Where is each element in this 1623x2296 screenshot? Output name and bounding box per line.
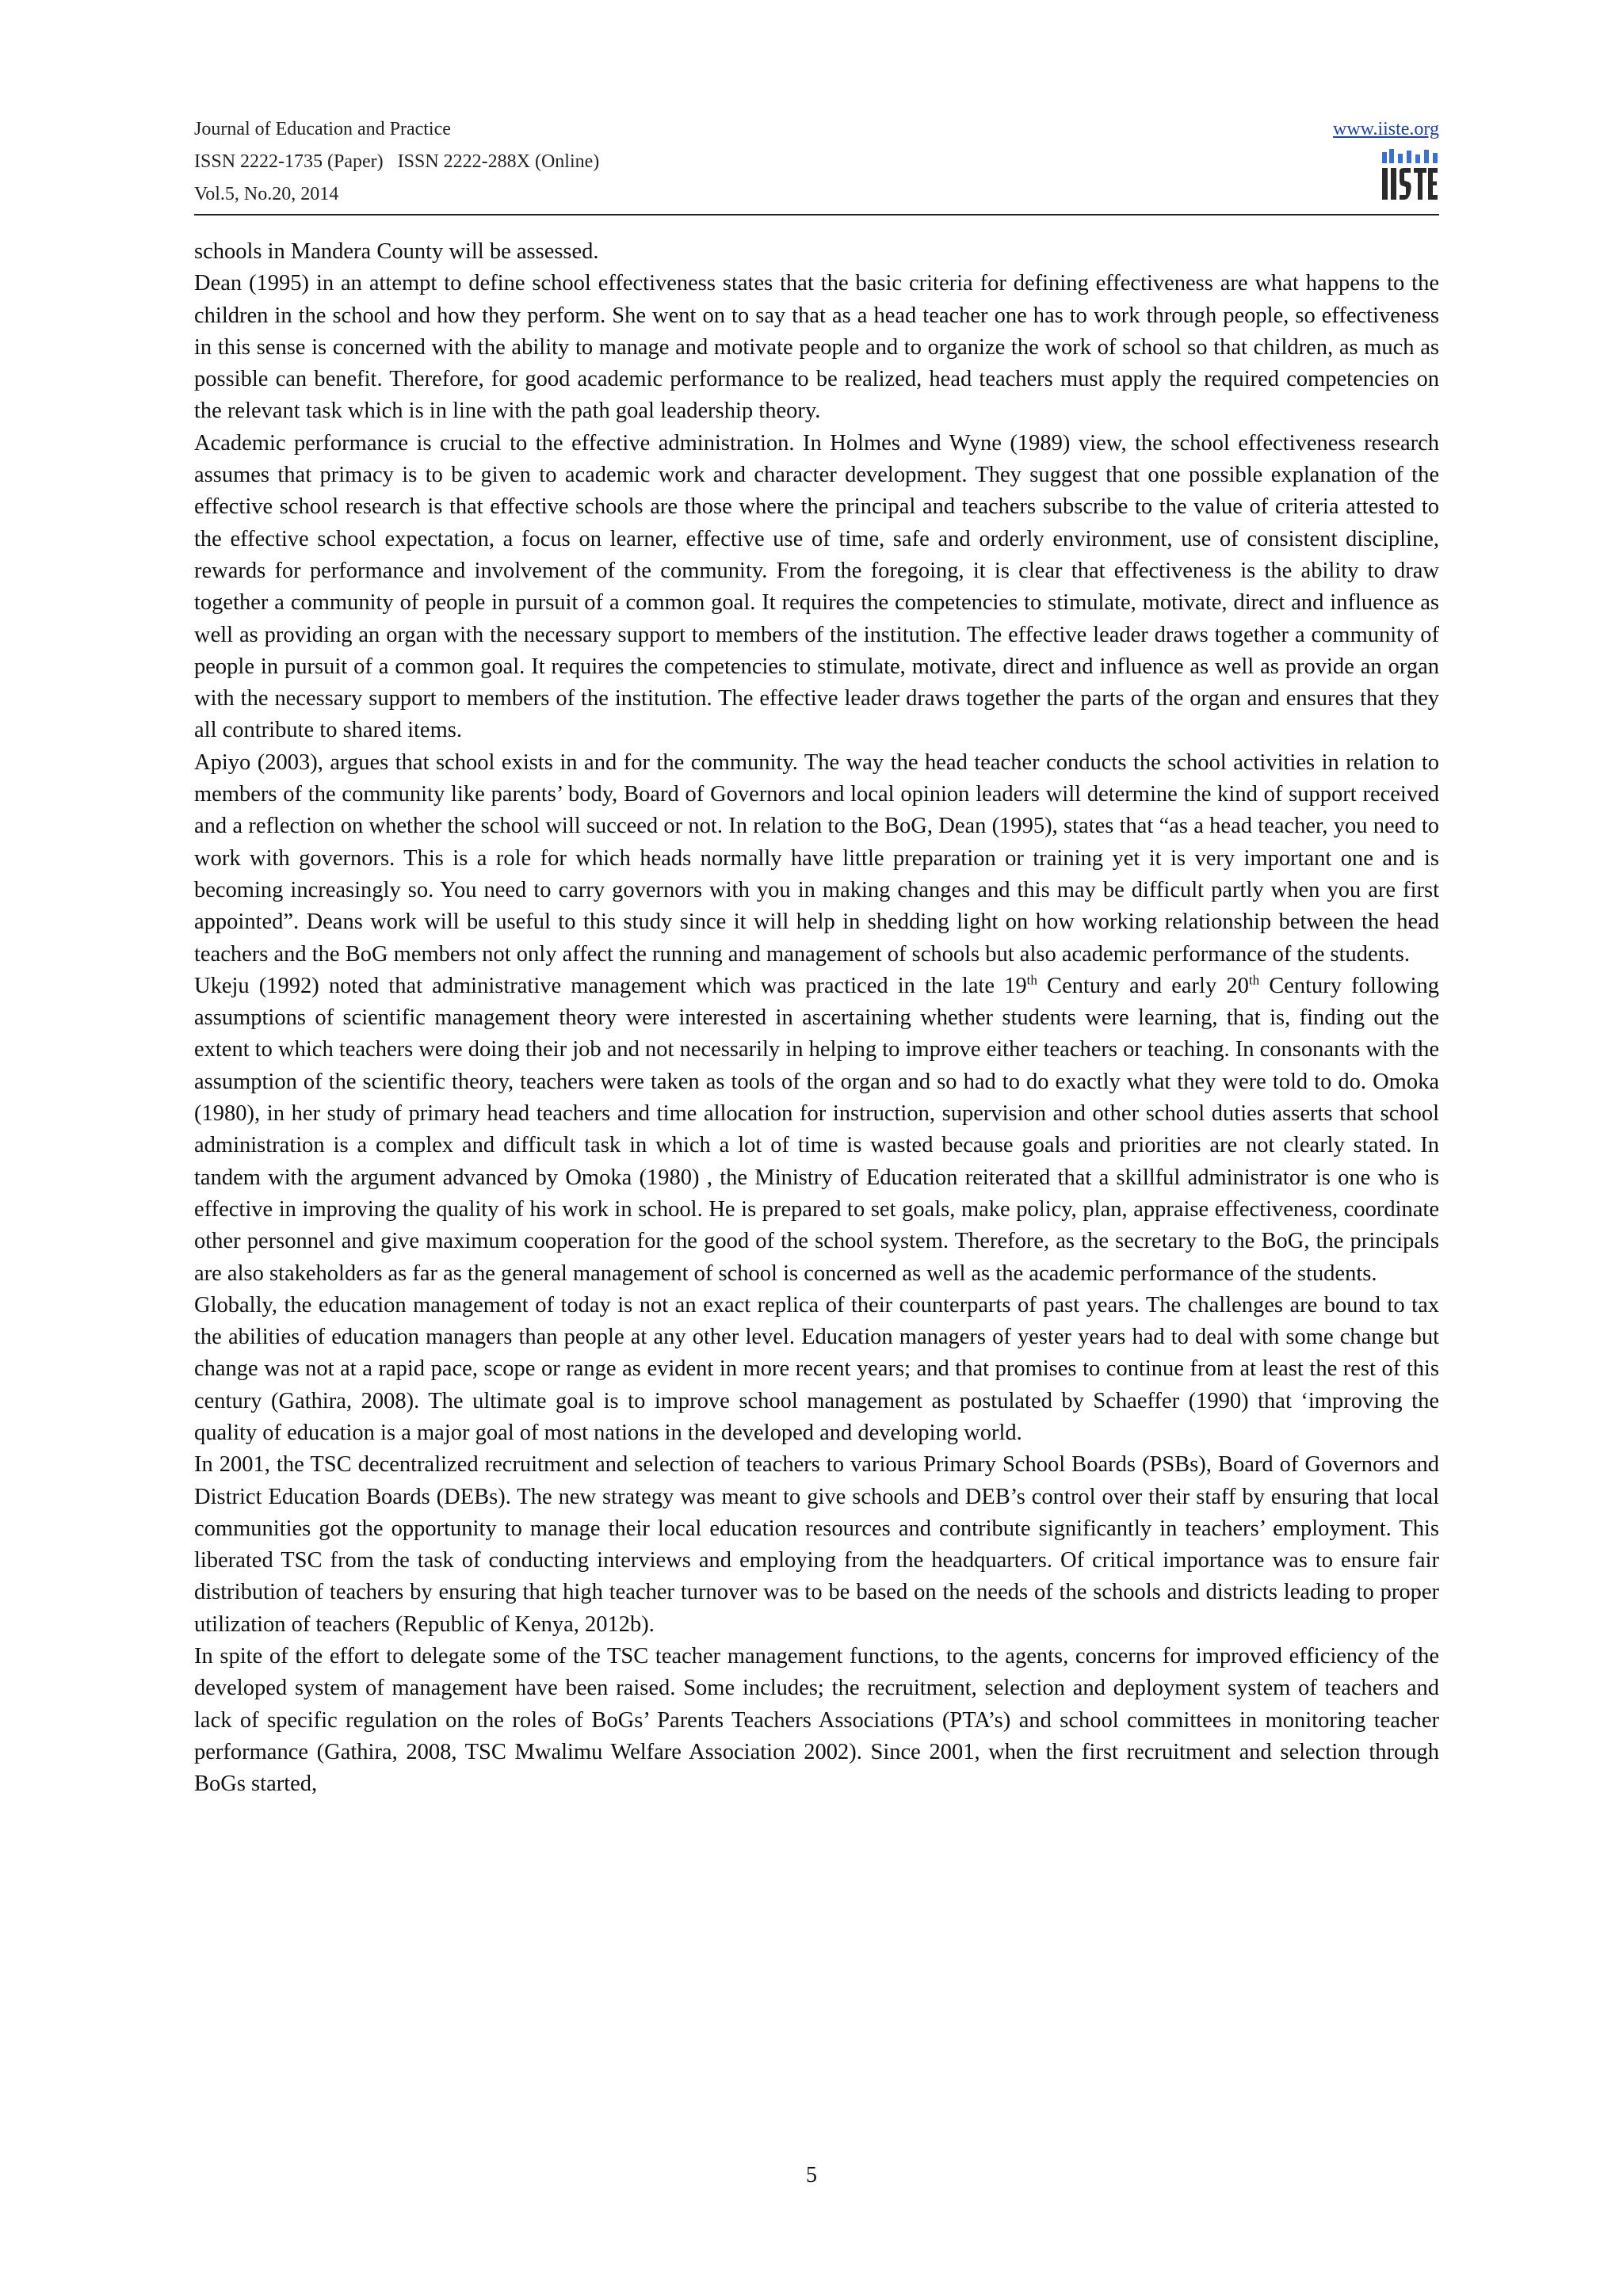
page-number: 5: [806, 2163, 817, 2187]
paragraph: [194, 971, 1439, 1290]
paragraph: Apiyo (2003), argues that school exists in and for the community. The way the head teacher conducts the school activities in relation to members of the community like parents’ body, Board of Governors and local opinion leaders will determine the kind of support received and a reflection on whether the school will succeed or not. In relation to the BoG, Dean (1995), states that “as a head teacher, you need to work with governors. This is a role for which heads normally have little preparation or training yet it is very important one and is becoming increasingly so. You need to carry governors with you in making changes and this may be difficult partly when you are first appointed”. Deans work will be useful to this study since it will help in shedding light on how working relationship between the head teachers and the BoG members not only affect the running and management of schools but also academic performance of the students.: [194, 749, 1439, 967]
paragraph: In spite of the effort to delegate some of the TSC teacher management functions, to the agents, concerns for improved efficiency of the developed system of management have been raised. Some includes; the recruitment, selection and deployment system of teachers and lack of specific regulation on the roles of BoGs’ Parents Teachers Associations (PTA’s) and school committees in monitoring teacher performance (Gathira, 2008, TSC Mwalimu Welfare Association 2002). Since 2001, when the first recruitment and selection through BoGs started,: [194, 1644, 1439, 1797]
paragraph: In 2001, the TSC decentralized recruitment and selection of teachers to various Primary School Boards (PSBs), Board of Governors and District Education Boards (DEBs). The new strategy was meant to give schools and DEB’s control over their staff by ensuring that local communities got the opportunity to manage their local education resources and contribute significantly in teachers’ employment. This liberated TSC from the task of conducting interviews and employing from the headquarters. Of critical importance was to ensure fair distribution of teachers by ensuring that high teacher turnover was to be based on the needs of the schools and districts leading to proper utilization of teachers (Republic of Kenya, 2012b).: [194, 1452, 1439, 1637]
journal-name: Journal of Education and Practice: [194, 119, 451, 139]
superscript: th: [1026, 972, 1037, 988]
article-body: [194, 236, 1439, 1801]
iiste-logo-icon: [1381, 147, 1439, 203]
paragraph-text: Ukeju (1992) noted that administrative management which was practiced in the late 19: [194, 973, 1027, 998]
header-divider: [194, 214, 1439, 215]
paragraph-text: Century and early 20: [1037, 973, 1249, 998]
volume-line: Vol.5, No.20, 2014: [194, 184, 339, 204]
paragraph: Dean (1995) in an attempt to define school effectiveness states that the basic criteria for defining effectiveness are what happens to the children in the school and how they perform. She went on to say that as a head teacher one has to work through people, so effectiveness in this sense is concerned with the ability to manage and motivate people and to organize the work of school so that children, as much as possible can benefit. Therefore, for good academic performance to be realized, head teachers must apply the required competencies on the relevant task which is in line with the path goal leadership theory.: [194, 271, 1439, 424]
superscript: th: [1248, 972, 1260, 988]
issn-line: ISSN 2222-1735 (Paper) ISSN 2222-288X (Online): [194, 151, 600, 172]
website-link[interactable]: www.iiste.org: [1333, 119, 1439, 139]
paragraph: Academic performance is crucial to the effective administration. In Holmes and Wyne (1989) view, the school effectiveness research assumes that primacy is to be given to academic work and character development. They suggest that one possible explanation of the effective school research is that effective schools are those where the principal and teachers subscribe to the value of criteria attested to the effective school expectation, a focus on learner, effective use of time, safe and orderly environment, use of consistent discipline, rewards for performance and involvement of the community. From the foregoing, it is clear that effectiveness is the ability to draw together a community of people in pursuit of a common goal. It requires the competencies to stimulate, motivate, direct and influence as well as providing an organ with the necessary support to members of the institution. The effective leader draws together a community of people in pursuit of a common goal. It requires the competencies to stimulate, motivate, direct and influence as well as provide an organ with the necessary support to members of the institution. The effective leader draws together the parts of the organ and ensures that they all contribute to shared items.: [194, 430, 1439, 743]
paragraph: Globally, the education management of today is not an exact replica of their counterparts of past years. The challenges are bound to tax the abilities of education managers than people at any other level. Education managers of yester years had to deal with some change but change was not at a rapid pace, scope or range as evident in more recent years; and that promises to continue from at least the rest of this century (Gathira, 2008). The ultimate goal is to improve school management as postulated by Schaeffer (1990) that ‘improving the quality of education is a major goal of most nations in the developed and developing world.: [194, 1292, 1439, 1445]
journal-header: [194, 113, 599, 211]
paragraph-text: Century following assumptions of scientific management theory were interested in ascertaining whether students were learning, that is, finding out the extent to which teachers were doing their job and not necessarily in helping to improve either teachers or teaching. In consonants with the assumption of the scientific theory, teachers were taken as tools of the organ and so had to do exactly what they were told to do. Omoka (1980), in her study of primary head teachers and time allocation for instruction, supervision and other school duties asserts that school administration is a complex and difficult task in which a lot of time is wasted because goals and priorities are not clearly stated. In tandem with the argument advanced by Omoka (1980) , the Ministry of Education reiterated that a skillful administrator is one who is effective in improving the quality of his work in school. He is prepared to set goals, make policy, plan, appraise effectiveness, coordinate other personnel and give maximum cooperation for the good of the school system. Therefore, as the secretary to the BoG, the principals are also stakeholders as far as the general management of school is concerned as well as the academic performance of the students.: [194, 973, 1439, 1286]
paragraph: schools in Mandera County will be assessed.: [194, 239, 599, 264]
